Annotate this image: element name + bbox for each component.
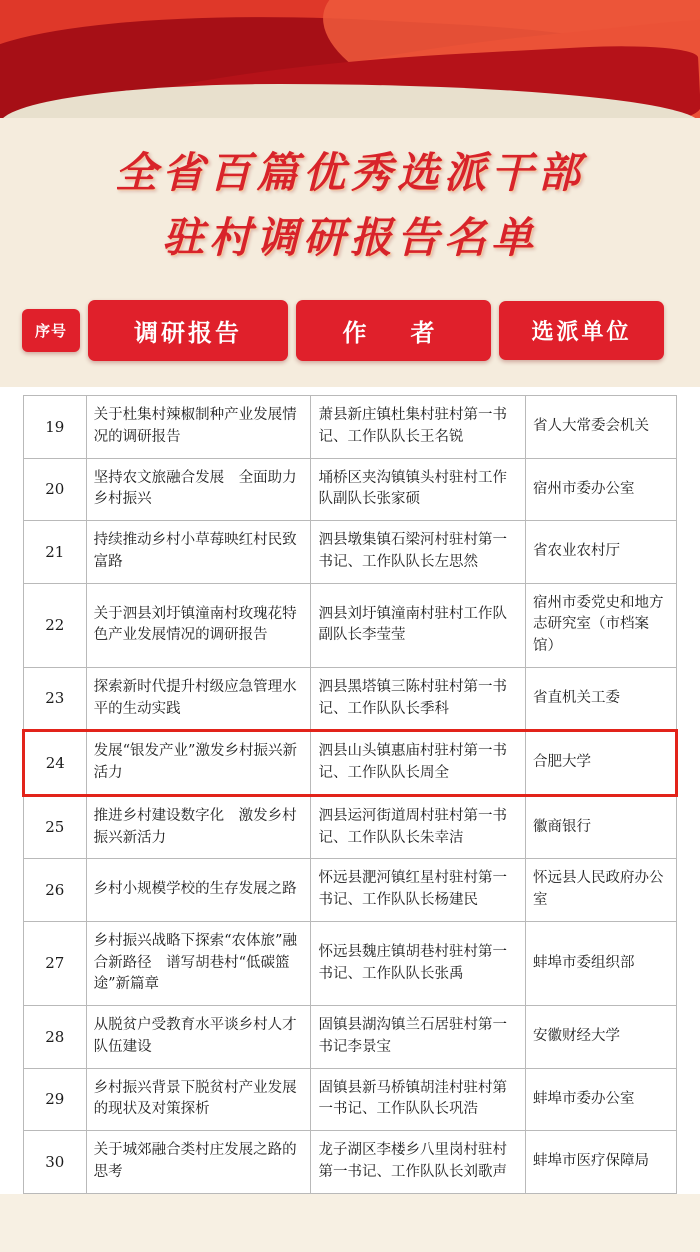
row-author-cell: 泗县刘圩镇潼南村驻村工作队副队长李莹莹 bbox=[311, 583, 526, 667]
row-report-cell: 坚持农文旅融合发展 全面助力乡村振兴 bbox=[86, 458, 311, 521]
table-row bbox=[24, 921, 677, 1005]
table-row bbox=[24, 396, 677, 459]
row-index-cell: 21 bbox=[24, 521, 87, 584]
column-header-index: 序号 bbox=[22, 309, 80, 352]
row-unit-cell: 怀远县人民政府办公室 bbox=[526, 859, 677, 922]
table-row bbox=[24, 795, 677, 859]
title-line-1: 全省百篇优秀选派干部 bbox=[114, 148, 585, 197]
row-author-cell: 怀远县淝河镇红星村驻村第一书记、工作队队长杨建民 bbox=[311, 859, 526, 922]
column-header-report: 调研报告 bbox=[88, 300, 288, 361]
row-author-cell: 泗县墩集镇石梁河村驻村第一书记、工作队队长左思然 bbox=[311, 521, 526, 584]
row-index-cell: 22 bbox=[24, 583, 87, 667]
row-author-cell: 萧县新庄镇杜集村驻村第一书记、工作队队长王名锐 bbox=[311, 396, 526, 459]
row-report-cell: 从脱贫户受教育水平谈乡村人才队伍建设 bbox=[86, 1006, 311, 1069]
column-header-author: 作 者 bbox=[296, 300, 491, 361]
table-row bbox=[24, 521, 677, 584]
row-unit-cell: 省农业农村厅 bbox=[526, 521, 677, 584]
row-author-cell: 固镇县湖沟镇兰石居驻村第一书记李景宝 bbox=[311, 1006, 526, 1069]
row-unit-cell: 蚌埠市医疗保障局 bbox=[526, 1131, 677, 1194]
table-row bbox=[24, 458, 677, 521]
row-index-cell: 26 bbox=[24, 859, 87, 922]
row-author-cell: 龙子湖区李楼乡八里岗村驻村第一书记、工作队队长刘歌声 bbox=[311, 1131, 526, 1194]
table-row bbox=[24, 731, 677, 796]
row-index-cell: 27 bbox=[24, 921, 87, 1005]
row-report-cell: 乡村振兴背景下脱贫村产业发展的现状及对策探析 bbox=[86, 1068, 311, 1131]
row-unit-cell: 徽商银行 bbox=[526, 795, 677, 859]
row-unit-cell: 省人大常委会机关 bbox=[526, 396, 677, 459]
page-title bbox=[0, 118, 700, 270]
table-row bbox=[24, 583, 677, 667]
row-report-cell: 乡村小规模学校的生存发展之路 bbox=[86, 859, 311, 922]
column-header-unit: 选派单位 bbox=[499, 301, 664, 360]
row-index-cell: 29 bbox=[24, 1068, 87, 1131]
row-unit-cell: 合肥大学 bbox=[526, 731, 677, 796]
row-report-cell: 发展“银发产业”激发乡村振兴新活力 bbox=[86, 731, 311, 796]
row-unit-cell: 宿州市委办公室 bbox=[526, 458, 677, 521]
row-author-cell: 固镇县新马桥镇胡洼村驻村第一书记、工作队队长巩浩 bbox=[311, 1068, 526, 1131]
row-report-cell: 持续推动乡村小草莓映红村民致富路 bbox=[86, 521, 311, 584]
row-author-cell: 泗县黑塔镇三陈村驻村第一书记、工作队队长季科 bbox=[311, 667, 526, 731]
row-index-cell: 28 bbox=[24, 1006, 87, 1069]
row-report-cell: 关于城郊融合类村庄发展之路的思考 bbox=[86, 1131, 311, 1194]
report-list-table bbox=[22, 395, 678, 1194]
row-unit-cell: 安徽财经大学 bbox=[526, 1006, 677, 1069]
row-author-cell: 埇桥区夹沟镇镇头村驻村工作队副队长张家硕 bbox=[311, 458, 526, 521]
row-author-cell: 泗县运河街道周村驻村第一书记、工作队队长朱幸洁 bbox=[311, 795, 526, 859]
row-report-cell: 关于杜集村辣椒制种产业发展情况的调研报告 bbox=[86, 396, 311, 459]
row-author-cell: 泗县山头镇惠庙村驻村第一书记、工作队队长周全 bbox=[311, 731, 526, 796]
row-index-cell: 30 bbox=[24, 1131, 87, 1194]
row-index-cell: 24 bbox=[24, 731, 87, 796]
row-index-cell: 25 bbox=[24, 795, 87, 859]
title-line-2: 驻村调研报告名单 bbox=[161, 213, 538, 263]
row-unit-cell: 蚌埠市委组织部 bbox=[526, 921, 677, 1005]
table-row bbox=[24, 859, 677, 922]
column-header-row bbox=[0, 270, 700, 387]
row-author-cell: 怀远县魏庄镇胡巷村驻村第一书记、工作队队长张禹 bbox=[311, 921, 526, 1005]
row-unit-cell: 宿州市委党史和地方志研究室（市档案馆） bbox=[526, 583, 677, 667]
table-row bbox=[24, 667, 677, 731]
row-unit-cell: 蚌埠市委办公室 bbox=[526, 1068, 677, 1131]
row-report-cell: 推进乡村建设数字化 激发乡村振兴新活力 bbox=[86, 795, 311, 859]
row-report-cell: 探索新时代提升村级应急管理水平的生动实践 bbox=[86, 667, 311, 731]
row-report-cell: 关于泗县刘圩镇潼南村玫瑰花特色产业发展情况的调研报告 bbox=[86, 583, 311, 667]
decorative-ribbon-banner bbox=[0, 0, 700, 118]
table-row bbox=[24, 1131, 677, 1194]
row-unit-cell: 省直机关工委 bbox=[526, 667, 677, 731]
row-report-cell: 乡村振兴战略下探索“农体旅”融合新路径 谱写胡巷村“低碳篮途”新篇章 bbox=[86, 921, 311, 1005]
row-index-cell: 19 bbox=[24, 396, 87, 459]
list-table-area bbox=[0, 387, 700, 1194]
row-index-cell: 23 bbox=[24, 667, 87, 731]
row-index-cell: 20 bbox=[24, 458, 87, 521]
table-row bbox=[24, 1068, 677, 1131]
table-row bbox=[24, 1006, 677, 1069]
